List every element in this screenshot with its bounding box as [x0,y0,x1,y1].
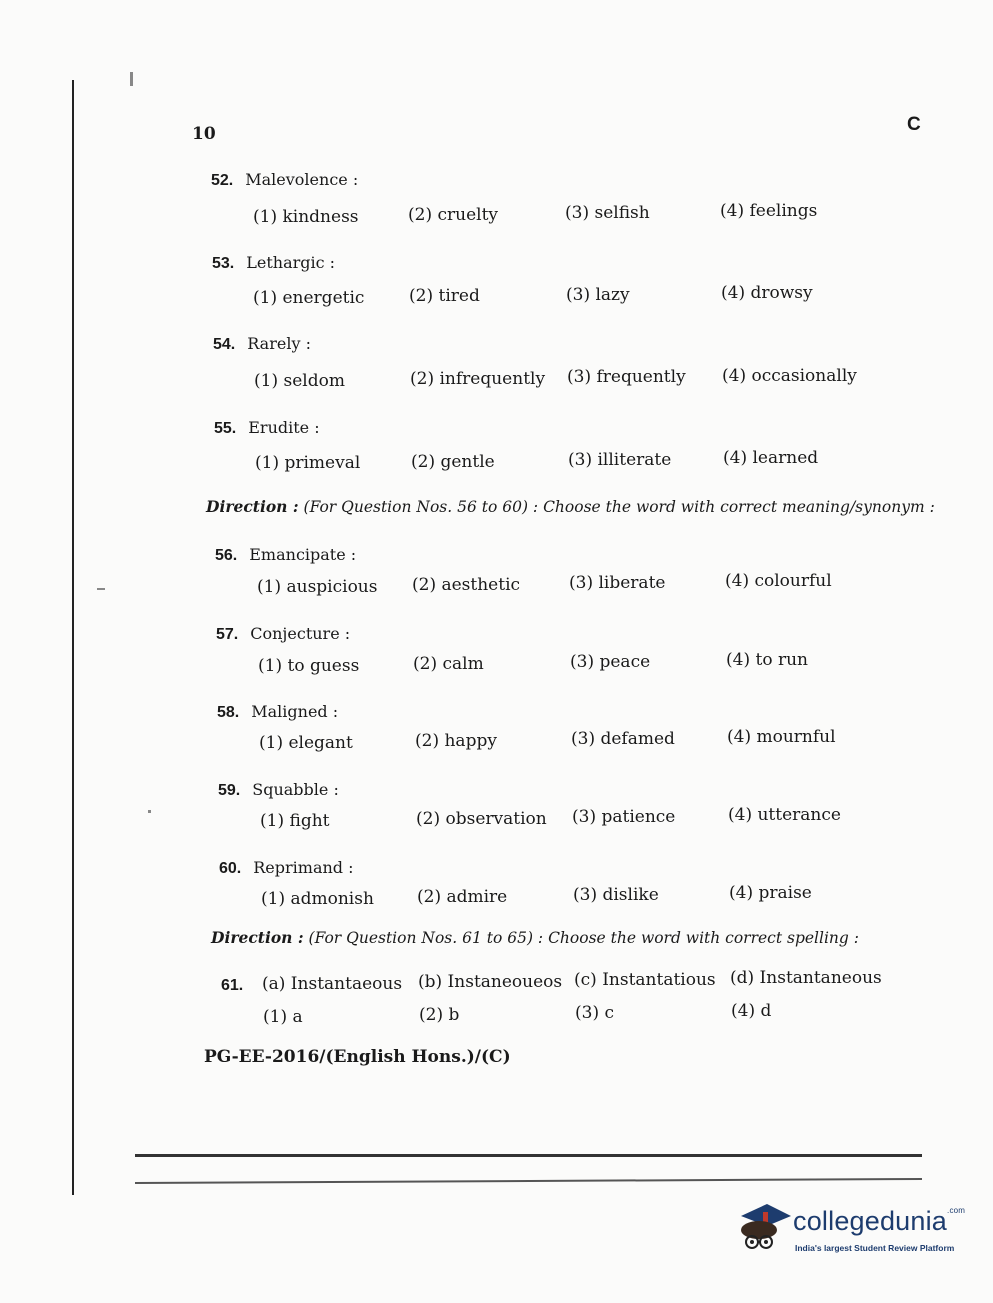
question-word: Emancipate : [249,545,357,564]
choice-b: (b) Instaneoueos [418,972,563,992]
question-number: 57. [216,626,239,643]
direction-56-60 [206,497,935,516]
question-word: Rarely : [247,334,311,353]
option-2: (2) calm [413,654,484,674]
question-53 [212,253,335,273]
question-word: Malevolence : [245,170,359,189]
option-3: (3) frequently [567,367,686,387]
mascot-icon [733,1198,793,1258]
question-word: Conjecture : [250,624,351,643]
option-3: (3) c [575,1003,615,1023]
direction-label: Direction : [211,928,304,947]
scan-edge-line [72,80,74,1195]
option-2: (2) cruelty [408,205,499,225]
option-3: (3) liberate [569,573,666,593]
scan-speck [148,810,151,813]
question-word: Squabble : [252,780,339,799]
option-4: (4) praise [729,883,812,903]
choice-d: (d) Instantaneous [730,968,882,988]
option-2: (2) admire [417,887,508,907]
scan-speck [130,72,133,86]
option-4: (4) d [731,1001,772,1021]
choice-c: (c) Instantatious [574,970,716,990]
option-2: (2) happy [415,731,497,751]
option-4: (4) utterance [728,805,841,825]
option-4: (4) to run [726,650,808,670]
option-1: (1) auspicious [257,577,378,597]
option-1: (1) kindness [253,207,359,227]
question-number: 54. [213,336,236,353]
question-number: 58. [217,704,240,721]
direction-text: (For Question Nos. 56 to 60) : Choose the word with correct meaning/synonym : [303,498,935,516]
question-55 [214,418,320,438]
page-number: 10 [192,124,216,144]
question-word: Reprimand : [253,858,354,877]
logo-tagline: India's largest Student Review Platform [795,1243,955,1253]
question-61 [221,975,255,995]
logo-suffix: .com [947,1206,966,1215]
question-number: 59. [218,782,241,799]
option-1: (1) a [263,1007,303,1027]
exam-code-footer: PG-EE-2016/(English Hons.)/(C) [204,1047,511,1067]
option-3: (3) illiterate [568,450,672,470]
page-divider [135,1154,922,1157]
question-word: Lethargic : [246,253,336,272]
question-59 [218,780,339,800]
option-2: (2) observation [416,809,547,829]
logo-name: collegedunia [793,1206,948,1236]
question-number: 61. [221,977,244,994]
option-1: (1) seldom [254,371,345,391]
question-number: 55. [214,420,237,437]
scan-speck [97,588,105,590]
choice-a: (a) Instantaeous [262,974,403,994]
option-1: (1) fight [260,811,330,831]
question-number: 52. [211,172,234,189]
option-2: (2) tired [409,286,480,306]
option-3: (3) lazy [566,285,630,305]
option-1: (1) elegant [259,733,353,753]
direction-61-65 [211,928,859,947]
logo-wordmark [793,1206,965,1237]
option-3: (3) patience [572,807,676,827]
option-4: (4) drowsy [721,283,813,303]
question-word: Erudite : [248,418,320,437]
option-2: (2) gentle [411,452,495,472]
question-54 [213,334,311,354]
option-4: (4) feelings [720,201,818,221]
option-3: (3) selfish [565,203,650,223]
question-57 [216,624,350,644]
option-1: (1) energetic [253,288,365,308]
option-3: (3) peace [570,652,651,672]
question-58 [217,702,338,722]
question-56 [215,545,356,565]
option-2: (2) infrequently [410,369,546,389]
question-word: Maligned : [251,702,339,721]
set-code: C [907,114,921,135]
question-52 [211,170,358,190]
page-divider [135,1178,922,1184]
question-number: 56. [215,547,238,564]
question-number: 60. [219,860,242,877]
direction-label: Direction : [206,497,299,516]
option-1: (1) primeval [255,453,361,473]
option-4: (4) learned [723,448,819,468]
option-1: (1) to guess [258,656,360,676]
option-4: (4) occasionally [722,366,857,386]
question-number: 53. [212,255,235,272]
question-60 [219,858,354,878]
collegedunia-logo [733,1196,966,1262]
direction-text: (For Question Nos. 61 to 65) : Choose the word with correct spelling : [308,929,859,947]
option-4: (4) mournful [727,727,836,747]
option-2: (2) b [419,1005,460,1025]
option-2: (2) aesthetic [412,575,521,595]
option-3: (3) defamed [571,729,675,749]
option-1: (1) admonish [261,889,374,909]
option-3: (3) dislike [573,885,659,905]
option-4: (4) colourful [725,571,832,591]
